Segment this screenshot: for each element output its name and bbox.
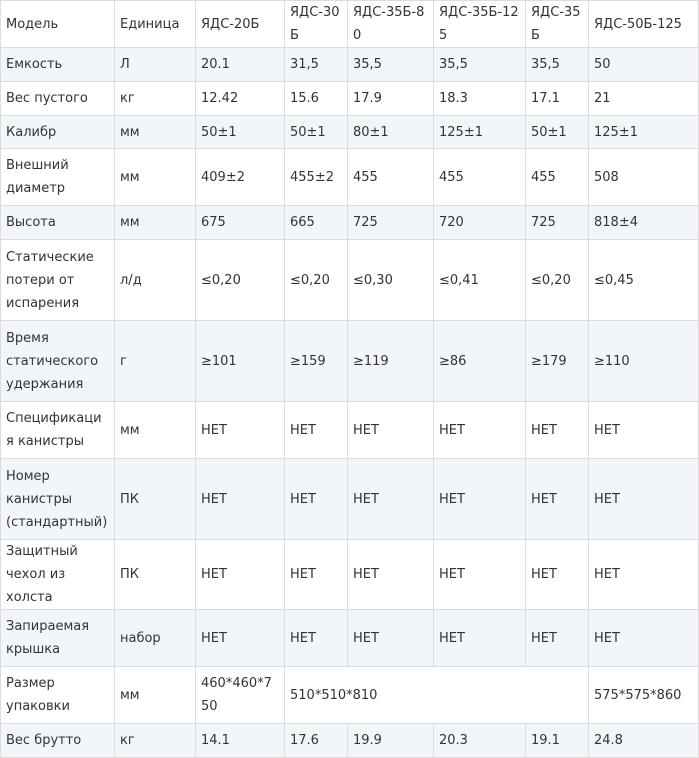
value-cell: ≤0,20 bbox=[196, 240, 285, 321]
value-cell: ≥179 bbox=[526, 321, 589, 402]
table-row bbox=[1, 724, 699, 758]
value-cell: 460*460*750 bbox=[196, 667, 285, 724]
row-label: Спецификация канистры bbox=[1, 402, 115, 459]
value-cell: ≥101 bbox=[196, 321, 285, 402]
value-cell: НЕТ bbox=[348, 459, 434, 540]
row-label: Время статического удержания bbox=[1, 321, 115, 402]
value-cell: ≤0,30 bbox=[348, 240, 434, 321]
value-cell: НЕТ bbox=[589, 540, 699, 610]
value-cell: 15.6 bbox=[285, 82, 348, 116]
value-cell: 12.42 bbox=[196, 82, 285, 116]
value-cell: НЕТ bbox=[285, 540, 348, 610]
row-label: Емкость bbox=[1, 48, 115, 82]
value-cell: 725 bbox=[348, 206, 434, 240]
table-row bbox=[1, 82, 699, 116]
value-cell: НЕТ bbox=[434, 540, 526, 610]
value-cell: 125±1 bbox=[434, 116, 526, 149]
table-row bbox=[1, 540, 699, 610]
header-cell: ЯДС-35Б bbox=[526, 1, 589, 48]
value-cell: 80±1 bbox=[348, 116, 434, 149]
value-cell: НЕТ bbox=[526, 402, 589, 459]
value-cell: НЕТ bbox=[526, 610, 589, 667]
value-cell: НЕТ bbox=[196, 459, 285, 540]
row-label: Высота bbox=[1, 206, 115, 240]
value-cell: НЕТ bbox=[196, 540, 285, 610]
value-cell: 17.6 bbox=[285, 724, 348, 758]
table-row bbox=[1, 667, 699, 724]
value-cell: 665 bbox=[285, 206, 348, 240]
value-cell: 50±1 bbox=[526, 116, 589, 149]
unit-cell: л/д bbox=[115, 240, 196, 321]
value-cell: НЕТ bbox=[285, 402, 348, 459]
value-cell: ≤0,45 bbox=[589, 240, 699, 321]
unit-cell: мм bbox=[115, 116, 196, 149]
value-cell: ≤0,20 bbox=[526, 240, 589, 321]
table-row bbox=[1, 240, 699, 321]
value-cell: 20.1 bbox=[196, 48, 285, 82]
row-label: Вес пустого bbox=[1, 82, 115, 116]
value-cell: 19.1 bbox=[526, 724, 589, 758]
table-row bbox=[1, 610, 699, 667]
value-cell: 455 bbox=[526, 149, 589, 206]
value-cell: НЕТ bbox=[434, 610, 526, 667]
value-cell: НЕТ bbox=[348, 540, 434, 610]
value-cell: ≥159 bbox=[285, 321, 348, 402]
header-row bbox=[1, 1, 699, 48]
row-label: Внешний диаметр bbox=[1, 149, 115, 206]
value-cell: 720 bbox=[434, 206, 526, 240]
value-cell: 35,5 bbox=[348, 48, 434, 82]
value-cell: 18.3 bbox=[434, 82, 526, 116]
value-cell: 50±1 bbox=[196, 116, 285, 149]
unit-cell: мм bbox=[115, 667, 196, 724]
value-cell: НЕТ bbox=[196, 402, 285, 459]
value-cell: НЕТ bbox=[285, 459, 348, 540]
value-cell: НЕТ bbox=[348, 402, 434, 459]
value-cell: ≥110 bbox=[589, 321, 699, 402]
value-cell: НЕТ bbox=[526, 540, 589, 610]
value-cell: ≥119 bbox=[348, 321, 434, 402]
unit-cell: кг bbox=[115, 82, 196, 116]
value-cell: 455 bbox=[348, 149, 434, 206]
unit-cell: ПК bbox=[115, 459, 196, 540]
value-cell: НЕТ bbox=[348, 610, 434, 667]
unit-cell: г bbox=[115, 321, 196, 402]
value-cell: ≥86 bbox=[434, 321, 526, 402]
row-label: Запираемая крышка bbox=[1, 610, 115, 667]
value-cell: 125±1 bbox=[589, 116, 699, 149]
unit-cell: кг bbox=[115, 724, 196, 758]
value-cell: 17.9 bbox=[348, 82, 434, 116]
table-row bbox=[1, 48, 699, 82]
unit-cell: мм bbox=[115, 402, 196, 459]
header-cell: ЯДС-30Б bbox=[285, 1, 348, 48]
unit-cell: мм bbox=[115, 206, 196, 240]
value-cell: 508 bbox=[589, 149, 699, 206]
value-cell: 455±2 bbox=[285, 149, 348, 206]
header-cell: Единица bbox=[115, 1, 196, 48]
table-row bbox=[1, 149, 699, 206]
unit-cell: мм bbox=[115, 149, 196, 206]
value-cell: 21 bbox=[589, 82, 699, 116]
value-cell: НЕТ bbox=[589, 610, 699, 667]
value-cell: 675 bbox=[196, 206, 285, 240]
table-row bbox=[1, 402, 699, 459]
table-row bbox=[1, 206, 699, 240]
value-cell: 35,5 bbox=[434, 48, 526, 82]
header-cell: ЯДС-35Б-125 bbox=[434, 1, 526, 48]
value-cell: 14.1 bbox=[196, 724, 285, 758]
value-cell: НЕТ bbox=[434, 402, 526, 459]
value-cell: НЕТ bbox=[589, 402, 699, 459]
unit-cell: ПК bbox=[115, 540, 196, 610]
row-label: Номер канистры (стандартный) bbox=[1, 459, 115, 540]
header-cell: ЯДС-20Б bbox=[196, 1, 285, 48]
value-cell: 575*575*860 bbox=[589, 667, 699, 724]
table-row bbox=[1, 459, 699, 540]
value-cell: НЕТ bbox=[196, 610, 285, 667]
value-cell: 455 bbox=[434, 149, 526, 206]
value-cell: 35,5 bbox=[526, 48, 589, 82]
value-cell: НЕТ bbox=[526, 459, 589, 540]
value-cell: 24.8 bbox=[589, 724, 699, 758]
value-cell: ≤0,20 bbox=[285, 240, 348, 321]
value-cell: 19.9 bbox=[348, 724, 434, 758]
row-label: Защитный чехол из холста bbox=[1, 540, 115, 610]
unit-cell: Л bbox=[115, 48, 196, 82]
header-cell: ЯДС-50Б-125 bbox=[589, 1, 699, 48]
value-cell: 31,5 bbox=[285, 48, 348, 82]
value-cell: 50 bbox=[589, 48, 699, 82]
value-cell: НЕТ bbox=[285, 610, 348, 667]
row-label: Вес брутто bbox=[1, 724, 115, 758]
table-row bbox=[1, 116, 699, 149]
value-cell: 409±2 bbox=[196, 149, 285, 206]
header-cell: ЯДС-35Б-80 bbox=[348, 1, 434, 48]
value-cell: 17.1 bbox=[526, 82, 589, 116]
value-cell: НЕТ bbox=[589, 459, 699, 540]
header-cell: Модель bbox=[1, 1, 115, 48]
value-cell: 20.3 bbox=[434, 724, 526, 758]
value-cell: НЕТ bbox=[434, 459, 526, 540]
value-cell: ≤0,41 bbox=[434, 240, 526, 321]
value-cell: 50±1 bbox=[285, 116, 348, 149]
value-cell: 510*510*810 bbox=[285, 667, 589, 724]
unit-cell: набор bbox=[115, 610, 196, 667]
row-label: Калибр bbox=[1, 116, 115, 149]
table-row bbox=[1, 321, 699, 402]
row-label: Размер упаковки bbox=[1, 667, 115, 724]
row-label: Статические потери от испарения bbox=[1, 240, 115, 321]
value-cell: 818±4 bbox=[589, 206, 699, 240]
value-cell: 725 bbox=[526, 206, 589, 240]
